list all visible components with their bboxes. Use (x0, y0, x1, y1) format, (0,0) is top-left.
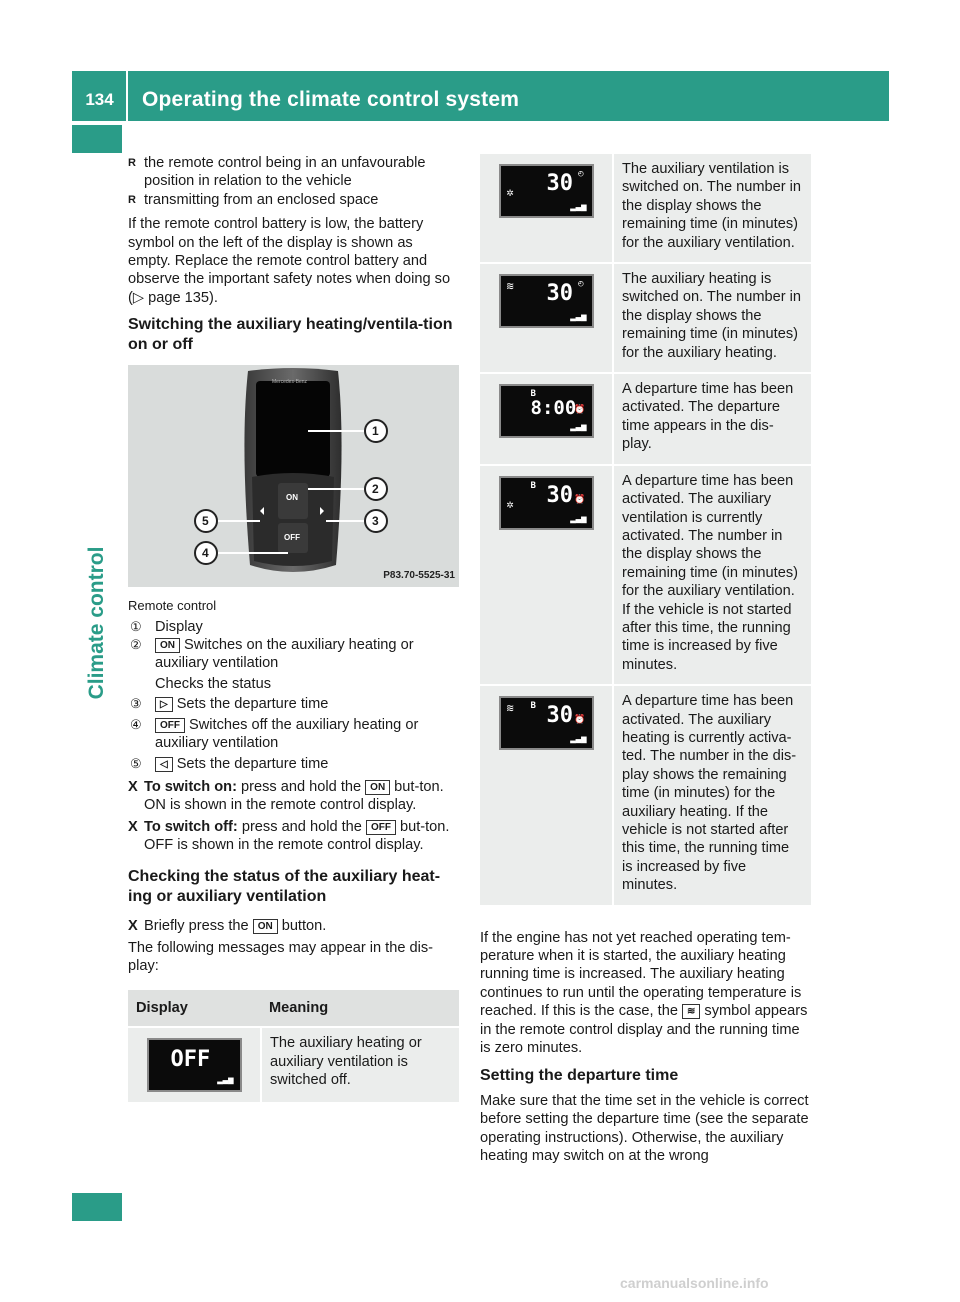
section-heading: Switching the auxiliary heating/ventila-tion on or off (128, 316, 453, 354)
figure-code: P83.70-5525-31 (383, 569, 455, 581)
callout-4: 4 (202, 546, 209, 561)
callout-3: 3 (372, 514, 379, 529)
page-title: Operating the climate control system (142, 88, 520, 111)
status-table (128, 990, 459, 1104)
alarm-icon: ⏰ (574, 494, 586, 505)
alarm-icon: ⏰ (574, 405, 586, 416)
table-row (480, 154, 811, 263)
remote-control-figure (128, 365, 459, 587)
left-column (128, 154, 459, 1104)
lcd-display (147, 1038, 242, 1092)
paragraph: If the engine has not yet reached operating tem-perature when it is started, the auxiliary heating running time is increased. The auxiliary heating continues to run until the operating temperature is reached. If this is the case, the ≋ symbol appears in the remote control display and the running time is zero minutes. (480, 929, 808, 1057)
on-label: ON (286, 493, 298, 503)
header-divider (126, 71, 128, 121)
lcd-text: 30 (546, 281, 573, 307)
brand-logo: Mercedes-Benz (272, 379, 308, 386)
bullet-item: R transmitting from an enclosed space (128, 191, 459, 209)
signal-icon: ▂▃▅ (570, 734, 587, 745)
lcd-b-indicator: B (530, 701, 536, 712)
callout-2: 2 (372, 482, 379, 497)
signal-icon: ▂▃▅ (570, 422, 587, 433)
heating-icon: ≋ (506, 279, 514, 294)
meaning-cell: A departure time has been activated. The auxiliary heating is currently activa-ted. The number in the dis-play shows the remaining time (in minutes) for the auxiliary heating. If the vehicle is not started after this time, the running time is increased by five minutes. (613, 685, 811, 905)
heating-icon: ≋ (506, 701, 514, 716)
signal-icon: ▂▃▅ (570, 312, 587, 323)
bullet-item: R the remote control being in an unfavourable position in relation to the vehicle (128, 154, 459, 191)
meaning-cell: The auxiliary ventilation is switched on. The number in the display shows the remaining time (in minutes) for the auxiliary ventilation. (613, 154, 811, 263)
instruction-step: X To switch on: press and hold the ON but-ton. ON is shown in the remote control display. (128, 778, 459, 815)
lcd-display (499, 164, 594, 218)
lcd-text: 8:00 (530, 397, 577, 420)
legend-item: ④ OFF Switches off the auxiliary heating or auxiliary ventilation (130, 716, 419, 752)
heating-symbol-icon: ≋ (682, 1004, 700, 1019)
lcd-text: OFF (170, 1047, 211, 1073)
section-heading: Setting the departure time (480, 1067, 679, 1085)
watermark: carmanualsonline.info (620, 1275, 769, 1291)
fan-icon: ✲ (506, 496, 514, 511)
legend-item: ⑤ ◁ Sets the departure time (130, 755, 329, 772)
right-column (480, 154, 811, 1166)
section-heading: Checking the status of the auxiliary heat-ing or auxiliary ventilation (128, 867, 441, 905)
lcd-b-indicator: B (530, 389, 536, 400)
table-row (480, 465, 811, 685)
remote-control-illustration (128, 365, 459, 587)
lcd-display (499, 696, 594, 750)
signal-icon: ▂▃▅ (570, 202, 587, 212)
on-key-icon: ON (155, 638, 180, 653)
sidebar-marker (72, 125, 122, 153)
left-arrow-key-icon: ◁ (155, 757, 173, 772)
table-row (480, 685, 811, 905)
callout-5: 5 (202, 514, 209, 529)
instruction-step: X Briefly press the ON button. (128, 917, 459, 935)
off-label: OFF (284, 533, 300, 543)
table-row (480, 373, 811, 465)
section-label: Climate control (84, 546, 108, 700)
status-table-continued (480, 154, 811, 907)
lcd-display (499, 274, 594, 328)
lcd-b-indicator: B (530, 480, 536, 491)
lcd-text: 30 (546, 482, 573, 508)
lcd-text: 30 (546, 703, 573, 729)
instruction-step: X To switch off: press and hold the OFF but-ton. OFF is shown in the remote control display. (128, 818, 459, 855)
figure-caption: Remote control (128, 598, 217, 614)
callout-1: 1 (372, 424, 379, 439)
on-key-icon: ON (365, 780, 390, 795)
signal-icon: ▂▃▅ (217, 1075, 234, 1086)
paragraph: If the remote control battery is low, the battery symbol on the left of the display is shown as empty. Replace the remote control battery and observe the important safety notes when doing so (▷ page 135). (128, 216, 451, 306)
column-header-display: Display (128, 990, 261, 1027)
meaning-cell: A departure time has been activated. The departure time appears in the dis-play. (613, 373, 811, 465)
lcd-display (499, 384, 594, 438)
table-row (128, 1027, 459, 1103)
legend-item: ① Display (130, 618, 203, 635)
meaning-cell: The auxiliary heating is switched on. The number in the display shows the remaining time (in minutes) for the auxiliary heating. (613, 263, 811, 373)
paragraph: Make sure that the time set in the vehicle is correct before setting the departure time (see the separate operating instructions). Otherwise, the auxiliary heating may switch on at the wrong (480, 1092, 809, 1165)
clock-icon: ◴ (578, 279, 584, 290)
page-header (72, 71, 889, 121)
table-row (480, 263, 811, 373)
off-key-icon: OFF (366, 820, 396, 835)
legend-item: ③ ▷ Sets the departure time (130, 696, 329, 713)
clock-icon: ◴ (578, 169, 584, 179)
lcd-display (499, 476, 594, 530)
sidebar-tab (72, 153, 122, 1193)
meaning-cell: A departure time has been activated. The auxiliary ventilation is currently activated. The number in the display shows the remaining time (in minutes) for the auxiliary ventilation. If the vehicle is not started after this time, the running time is increased by five minutes. (613, 465, 811, 685)
fan-icon: ✲ (506, 185, 514, 199)
legend-item: Checks the status (155, 675, 271, 692)
on-key-icon: ON (253, 919, 278, 934)
legend-item: ② ON Switches on the auxiliary heating or auxiliary ventilation (130, 637, 414, 672)
page-number: 134 (85, 90, 114, 109)
meaning-cell: The auxiliary heating or auxiliary ventilation is switched off. (261, 1027, 459, 1103)
alarm-icon: ⏰ (574, 715, 586, 726)
paragraph: The following messages may appear in the dis-play: (128, 939, 434, 975)
off-key-icon: OFF (155, 718, 185, 733)
sidebar-marker-bottom (72, 1193, 122, 1221)
column-header-meaning: Meaning (261, 990, 459, 1027)
lcd-text: 30 (546, 171, 573, 196)
signal-icon: ▂▃▅ (570, 513, 587, 524)
right-arrow-key-icon: ▷ (155, 697, 173, 712)
